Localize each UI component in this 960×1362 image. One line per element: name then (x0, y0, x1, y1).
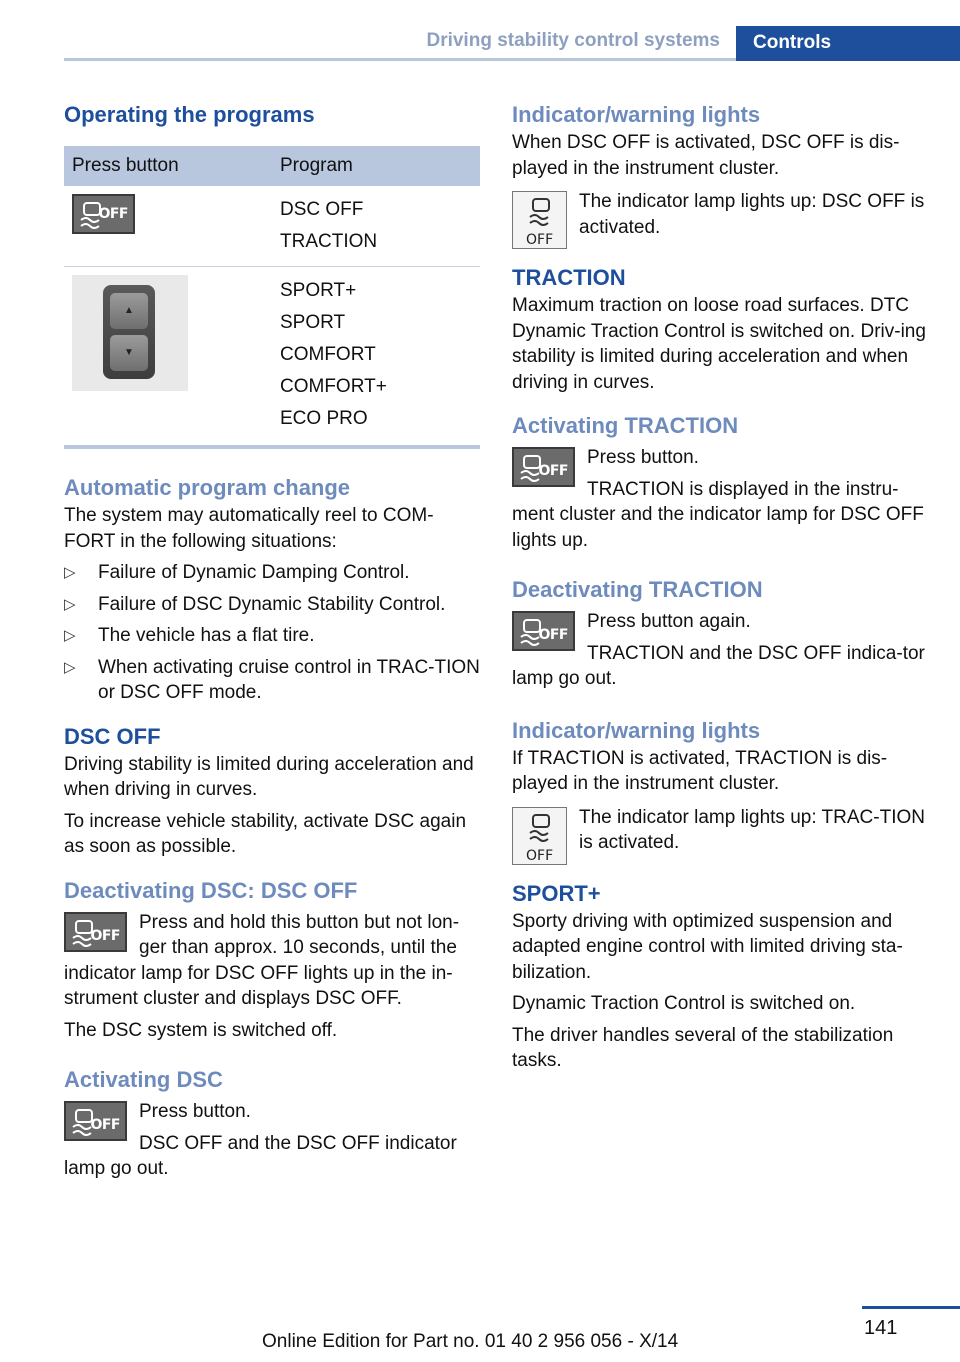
deactivating-traction-paragraph: OFF Press button again. TRACTION and the DSC OFF indica‐tor lamp go out. (512, 611, 925, 689)
program-sport: SPORT (280, 312, 346, 333)
driving-mode-switch-icon: ▲ ▼ (72, 275, 188, 391)
table-row (64, 267, 480, 448)
dsc-off-paragraph: To increase vehicle stability, activate DSC again as soon as possible. (64, 810, 467, 857)
left-column (64, 100, 482, 1188)
sport-plus-paragraph: The driver handles several of the stabilization tasks. (512, 1024, 894, 1071)
deactivating-dsc-paragraph: OFF Press and hold this button but not lon‐ger than approx. 10 seconds, until the indicator lamp for DSC OFF lights up in the in‐strument cluster and displays DSC OFF. (64, 911, 460, 1009)
footer-edition: Online Edition for Part no. 01 40 2 956 056 - X/14 (262, 1331, 679, 1352)
auto-change-intro: The system may automatically reel to COM‐FORT in the following situations: (64, 505, 434, 552)
right-column (512, 100, 932, 1080)
program-comfort-plus: COMFORT+ (280, 376, 387, 397)
program-table (64, 146, 480, 449)
activating-dsc-paragraph: OFF Press button. DSC OFF and the DSC OFF indicator lamp go out. (64, 1101, 457, 1179)
dsc-off-button-icon: OFF (64, 912, 127, 952)
deactivating-traction-title: Deactivating TRACTION (512, 577, 763, 602)
list-item: ▷ When activating cruise control in TRAC‐TION or DSC OFF mode. (64, 656, 480, 703)
page-number: 141 (864, 1317, 898, 1339)
indicator-paragraph: If TRACTION is activated, TRACTION is dis‐played in the instrument cluster. (512, 747, 888, 794)
chapter-tab: Controls (736, 26, 960, 61)
program-comfort: COMFORT (280, 344, 376, 365)
sport-plus-title: SPORT+ (512, 880, 601, 906)
list-item: ▷ Failure of Dynamic Damping Control. (64, 560, 482, 586)
traction-title: TRACTION (512, 265, 626, 290)
page-header (64, 26, 960, 61)
indicator-paragraph: When DSC OFF is activated, DSC OFF is dis‐played in the instrument cluster. (512, 132, 900, 179)
table-row (64, 186, 480, 267)
sport-plus-paragraph: Sporty driving with optimized suspension and adapted engine control with limited driving sta‐bilization. (512, 910, 903, 983)
list-item: ▷ Failure of DSC Dynamic Stability Control. (64, 592, 482, 618)
indicator-lamp-paragraph: OFF The indicator lamp lights up: TRAC‐TION is activated. (512, 805, 932, 856)
activating-dsc-title: Activating DSC (64, 1067, 223, 1092)
program-eco-pro: ECO PRO (280, 408, 368, 429)
traction-paragraph: Maximum traction on loose road surfaces. DTC Dynamic Traction Control is switched on. Driv‐ing stability is limited during acceleration and when driving in curves. (512, 295, 926, 393)
auto-change-title: Automatic program change (64, 475, 351, 500)
sport-plus-paragraph: Dynamic Traction Control is switched on. (512, 993, 856, 1014)
operating-title: Operating the programs (64, 102, 315, 127)
indicator-title: Indicator/warning lights (512, 717, 761, 743)
dsc-off-lamp-icon: OFF (512, 191, 567, 249)
bullet-triangle-icon: ▷ (64, 627, 76, 644)
deactivating-dsc-title: Deactivating DSC: DSC OFF (64, 877, 358, 903)
dsc-off-title: DSC OFF (64, 723, 161, 749)
dsc-off-button-icon: OFF (72, 194, 135, 234)
dsc-off-button-icon: OFF (512, 447, 575, 487)
activating-traction-paragraph: OFF Press button. TRACTION is displayed in the instru‐ment cluster and the indicator lamp for DSC OFF lights up. (512, 447, 924, 551)
dsc-off-paragraph: Driving stability is limited during acceleration and when driving in curves. (64, 753, 474, 800)
auto-change-list (64, 560, 482, 706)
dsc-off-button-icon: OFF (64, 1101, 127, 1141)
indicator-lamp-paragraph: OFF The indicator lamp lights up: DSC OFF is activated. (512, 189, 932, 240)
bullet-triangle-icon: ▷ (64, 564, 76, 581)
table-header-program: Program (272, 146, 480, 186)
program-traction: TRACTION (280, 231, 378, 252)
section-title: Driving stability control systems (426, 30, 720, 51)
program-dsc-off: DSC OFF (280, 199, 364, 220)
deactivating-dsc-result: The DSC system is switched off. (64, 1019, 338, 1041)
dsc-off-button-icon: OFF (512, 611, 575, 651)
program-sport-plus: SPORT+ (280, 280, 357, 301)
indicator-title: Indicator/warning lights (512, 102, 761, 127)
footer-rule (862, 1306, 960, 1309)
activating-traction-title: Activating TRACTION (512, 413, 739, 438)
table-header-button: Press button (64, 146, 272, 186)
bullet-triangle-icon: ▷ (64, 658, 76, 676)
list-item: ▷ The vehicle has a flat tire. (64, 623, 482, 649)
traction-lamp-icon: OFF (512, 807, 567, 865)
bullet-triangle-icon: ▷ (64, 595, 76, 613)
